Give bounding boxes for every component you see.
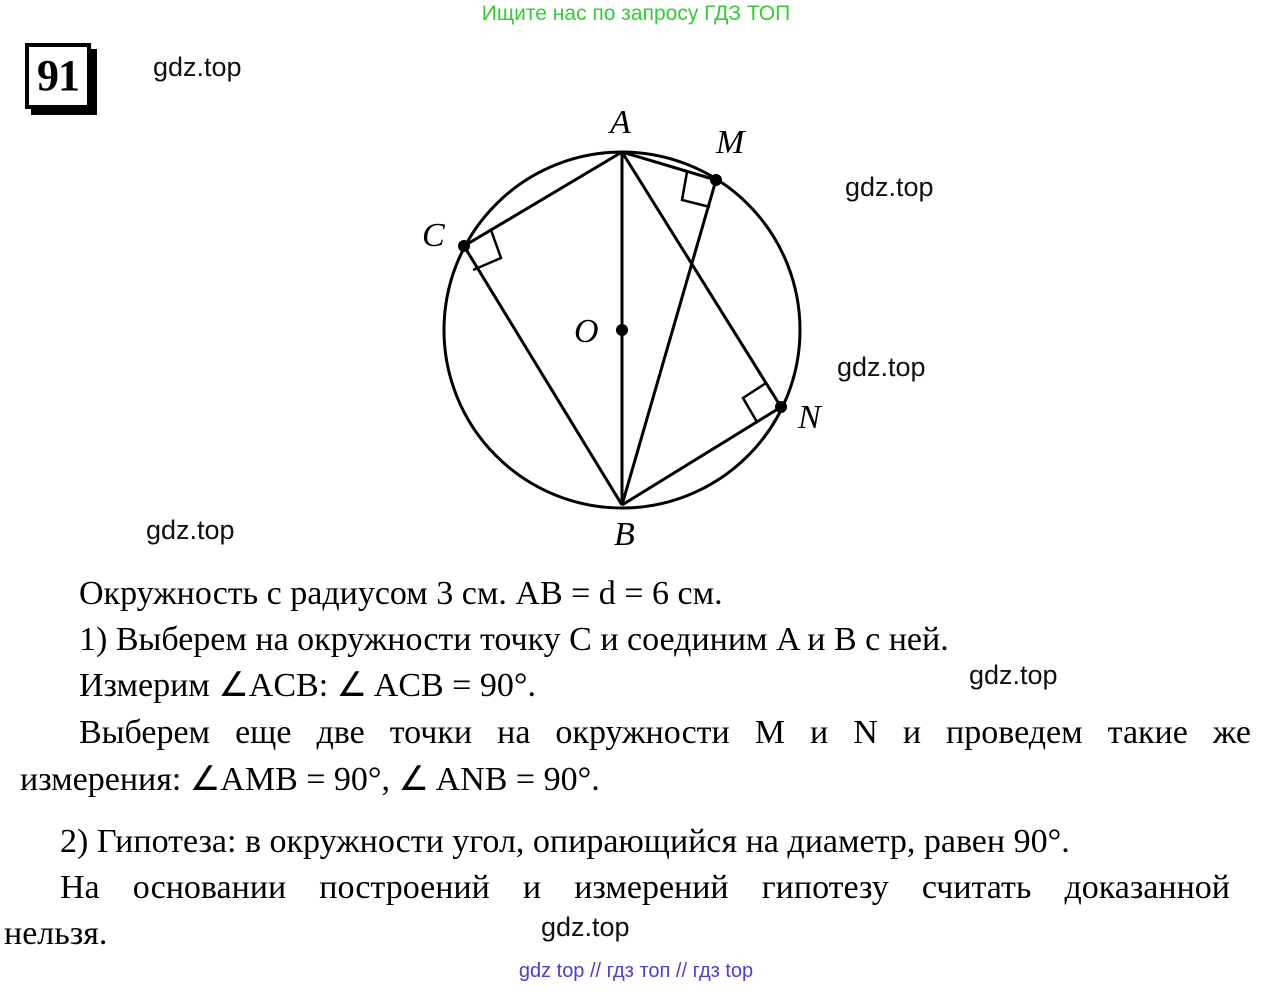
- text-line-1: Окружность с радиусом 3 см. AB = d = 6 см.: [79, 575, 723, 612]
- label-n: N: [798, 399, 821, 436]
- point-n: [775, 401, 787, 413]
- text-line-7: На основании построений и измерений гипотезу считать доказанной: [60, 869, 1230, 906]
- point-m: [710, 174, 722, 186]
- chord-ac: [464, 152, 622, 246]
- label-a: A: [610, 104, 631, 141]
- right-angle-mark-n: [743, 383, 766, 422]
- point-c: [458, 240, 470, 252]
- chord-an: [622, 152, 781, 407]
- bottom-banner[interactable]: gdz top // гдз топ // гдз top: [518, 960, 754, 982]
- text-line-5: измерения: ∠AMB = 90°, ∠ ANB = 90°.: [20, 761, 600, 798]
- top-banner[interactable]: Ищите нас по запросу ГДЗ ТОП: [481, 2, 791, 25]
- watermark: gdz.top: [969, 660, 1058, 690]
- point-o: [616, 324, 628, 336]
- text-line-2: 1) Выберем на окружности точку C и соединим A и B с ней.: [79, 621, 949, 658]
- watermark: gdz.top: [146, 515, 235, 545]
- chord-cb: [464, 246, 622, 505]
- text-line-4: Выберем еще две точки на окружности M и N и проведем такие же: [79, 714, 1251, 751]
- text-line-6: 2) Гипотеза: в окружности угол, опирающийся на диаметр, равен 90°.: [60, 823, 1070, 860]
- right-angle-mark-c: [473, 230, 501, 270]
- label-m: M: [716, 124, 745, 161]
- label-o: O: [574, 313, 599, 350]
- watermark: gdz.top: [837, 352, 926, 382]
- label-b: B: [614, 516, 635, 553]
- watermark: gdz.top: [845, 172, 934, 202]
- watermark: gdz.top: [153, 52, 242, 82]
- problem-number-box: 91: [25, 43, 91, 109]
- watermark: gdz.top: [541, 912, 630, 942]
- text-line-3: Измерим ∠ACB: ∠ ACB = 90°.: [79, 667, 536, 704]
- label-c: C: [422, 217, 445, 254]
- text-line-8: нельзя.: [4, 915, 108, 952]
